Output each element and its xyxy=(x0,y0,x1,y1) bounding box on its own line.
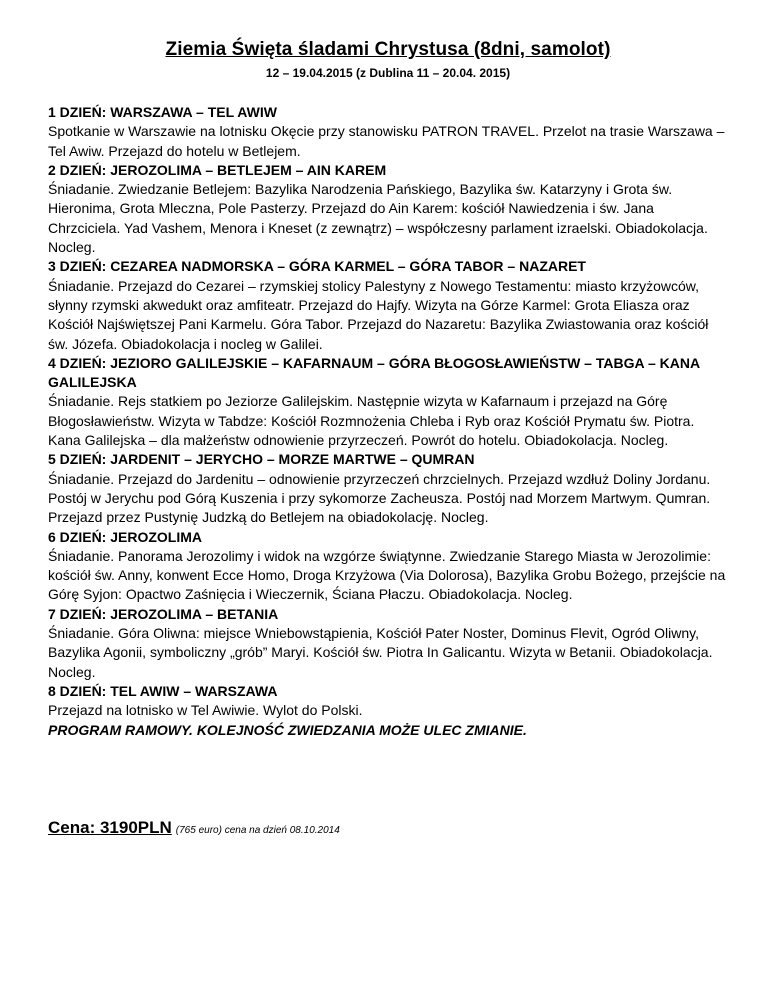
day-description: Śniadanie. Przejazd do Jardenitu – odnowienie przyrzeczeń chrzcielnych. Przejazd wzdłuż Doliny Jordanu. Postój w Jerychu pod Górą Kuszenia i przy sykomorze Zacheusza. Postój nad Morzem Martwym. Qumran. Przejazd przez Pustynię Judzką do Betlejem na obiadokolację. Nocleg. xyxy=(48,470,711,526)
day-heading: 7 DZIEŃ: JEROZOLIMA – BETANIA xyxy=(48,605,279,622)
day-heading: 4 DZIEŃ: JEZIORO GALILEJSKIE – KAFARNAUM – GÓRA BŁOGOSŁAWIEŃSTW – TABGA – KANA GALILEJSKA xyxy=(48,354,700,391)
day-description: Śniadanie. Przejazd do Cezarei – rzymskiej stolicy Palestyny z Nowego Testamentu: miasto krzyżowców, słynny rzymski akwedukt oraz amfiteatr. Przejazd do Hajfy. Wizyta na Górze Karmel: Grota Eliasza oraz Kościół Najświętszej Pani Karmelu. Góra Tabor. Przejazd do Nazaretu: Bazylika Zwiastowania oraz kościół św. Józefa. Obiadokolacja i nocleg w Galilei. xyxy=(48,277,709,352)
day-description: Spotkanie w Warszawie na lotnisku Okęcie przy stanowisku PATRON TRAVEL. Przelot na trasie Warszawa – Tel Awiw. Przejazd do hotelu w Betlejem. xyxy=(48,123,725,159)
trip-dates: 12 – 19.04.2015 (z Dublina 11 – 20.04. 2015) xyxy=(265,66,511,80)
day-7 xyxy=(48,605,728,682)
document-title: Ziemia Święta śladami Chrystusa (8dni, samolot) xyxy=(165,39,611,60)
day-heading: 6 DZIEŃ: JEROZOLIMA xyxy=(48,528,203,545)
day-heading: 2 DZIEŃ: JEROZOLIMA – BETLEJEM – AIN KAREM xyxy=(48,161,387,178)
day-description: Śniadanie. Zwiedzanie Betlejem: Bazylika Narodzenia Pańskiego, Bazylika św. Katarzyny i Grota św. Hieronima, Grota Mleczna, Pole Pasterzy. Przejazd do Ain Karem: kościół Nawiedzenia i św. Jana Chrzciciela. Yad Vashem, Menora i Kneset (z zewnątrz) – współczesny parlament izraelski. Obiadokolacja. Nocleg. xyxy=(48,181,708,256)
day-1 xyxy=(48,103,728,161)
day-heading: 1 DZIEŃ: WARSZAWA – TEL AWIW xyxy=(48,104,277,120)
itinerary xyxy=(48,103,728,740)
day-8 xyxy=(48,682,728,721)
day-2 xyxy=(48,161,728,257)
day-description: Śniadanie. Rejs statkiem po Jeziorze Galilejskim. Następnie wizyta w Kafarnaum i przejazd na Górę Błogosławieństw. Wizyta w Tabdze: Kościół Rozmnożenia Chleba i Ryb oraz Kościół Prymatu św. Piotra. Kana Galilejska – dla małżeństw odnowienie przyrzeczeń. Powrót do hotelu. Obiadokolacja. Nocleg. xyxy=(48,393,695,449)
day-heading: 3 DZIEŃ: CEZAREA NADMORSKA – GÓRA KARMEL – GÓRA TABOR – NAZARET xyxy=(48,258,586,275)
day-4 xyxy=(48,354,728,450)
document-page xyxy=(48,38,728,837)
day-description: Przejazd na lotnisko w Tel Awiwie. Wylot do Polski. xyxy=(48,702,363,719)
price-label: Cena: 3190PLN xyxy=(48,818,172,837)
program-note: PROGRAM RAMOWY. KOLEJNOŚĆ ZWIEDZANIA MOŻE ULEC ZMIANIE. xyxy=(48,721,527,738)
price-note: (765 euro) cena na dzień 08.10.2014 xyxy=(175,825,340,836)
day-heading: 5 DZIEŃ: JARDENIT – JERYCHO – MORZE MARTWE – QUMRAN xyxy=(48,451,475,468)
price-row xyxy=(48,818,340,838)
day-description: Śniadanie. Góra Oliwna: miejsce Wniebowstąpienia, Kościół Pater Noster, Dominus Flevit, Ogród Oliwny, Bazylika Agonii, symboliczny „grób” Maryi. Kościół św. Piotra In Galicantu. Wizyta w Betanii. Obiadokolacja. Nocleg. xyxy=(48,625,713,680)
day-5 xyxy=(48,450,728,527)
day-6 xyxy=(48,528,728,605)
day-description: Śniadanie. Panorama Jerozolimy i widok na wzgórze świątynne. Zwiedzanie Starego Miasta w Jerozolimie: kościół św. Anny, konwent Ecce Homo, Droga Krzyżowa (Via Dolorosa), Bazylika Grobu Bożego, przejście na Górę Syjon: Opactwo Zaśnięcia i Wieczernik, Ściana Płaczu. Obiadokolacja. Nocleg. xyxy=(48,547,726,603)
day-3 xyxy=(48,257,728,353)
day-heading: 8 DZIEŃ: TEL AWIW – WARSZAWA xyxy=(48,682,278,699)
